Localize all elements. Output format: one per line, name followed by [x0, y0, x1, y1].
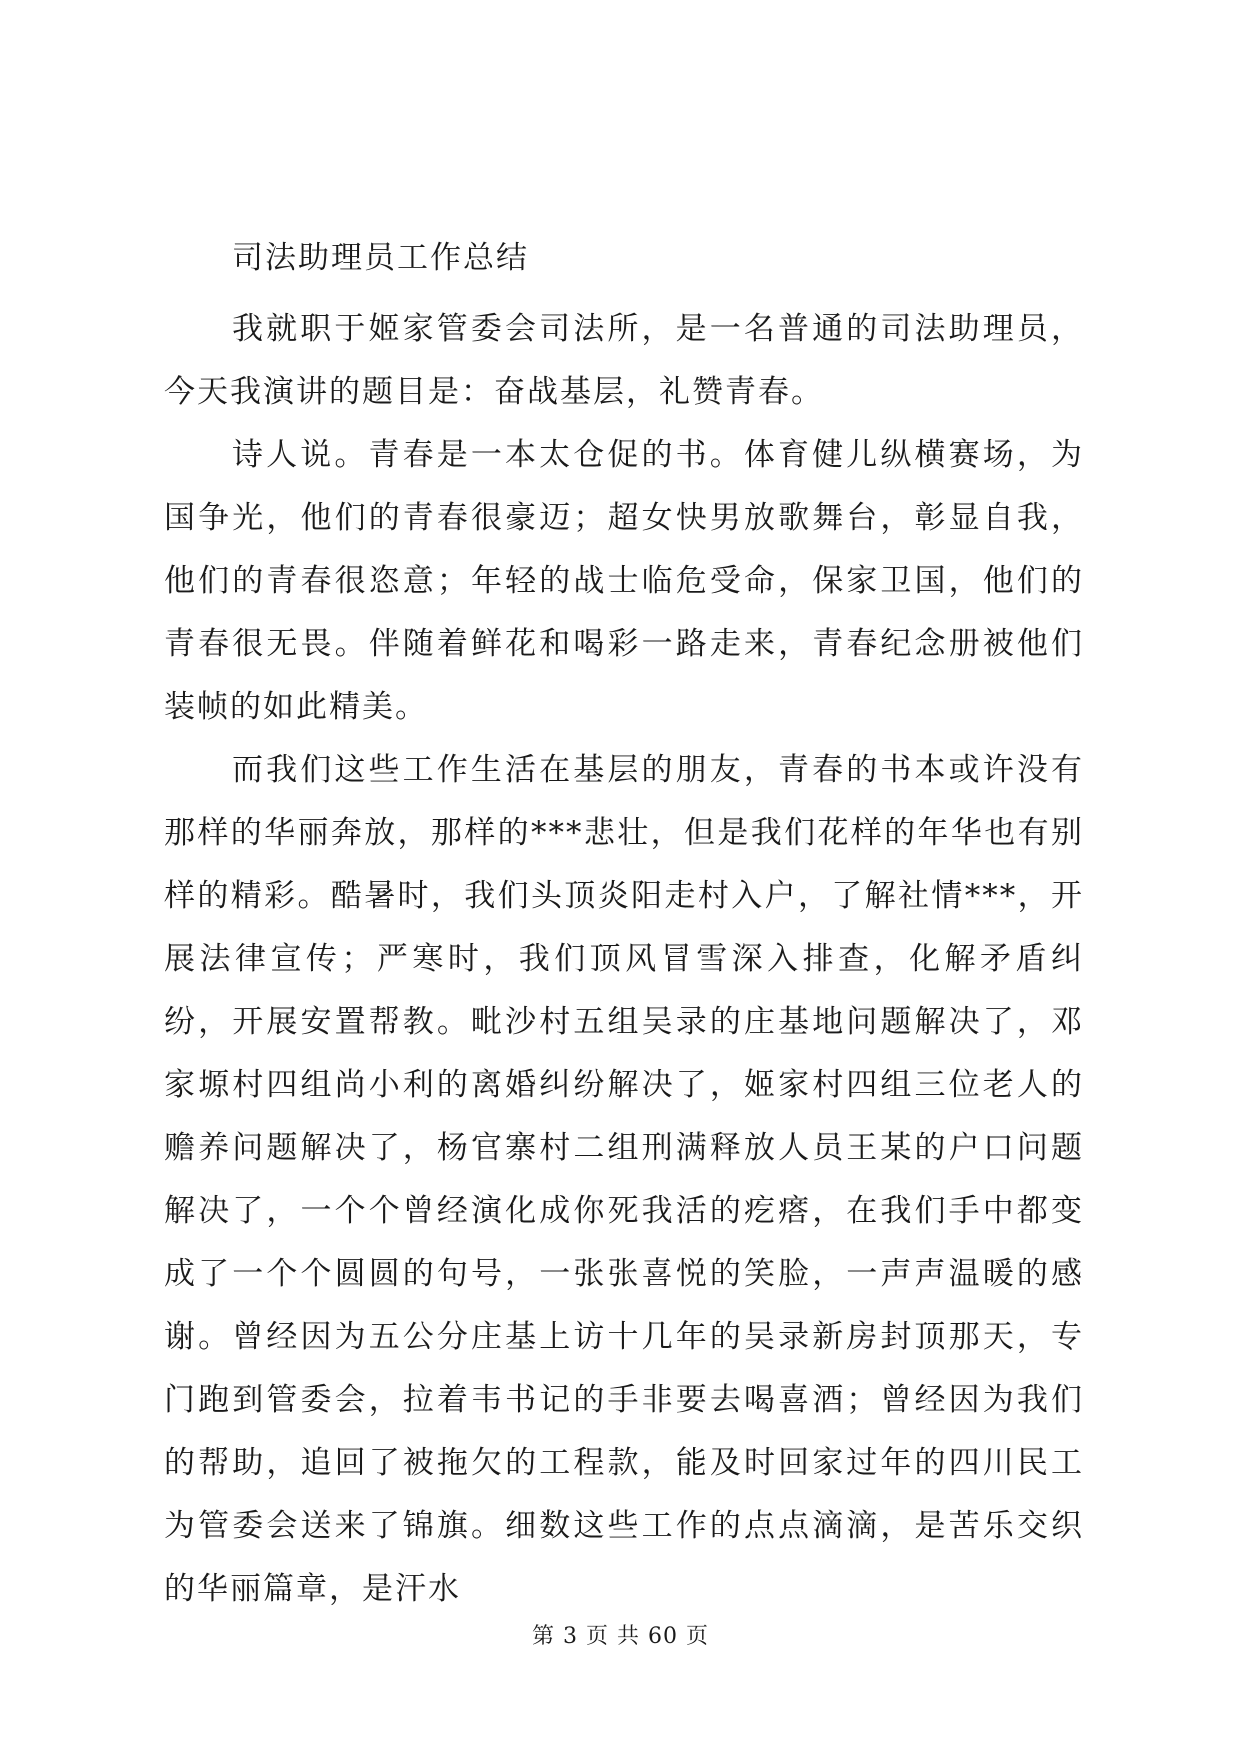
paragraph-3: 而我们这些工作生活在基层的朋友，青春的书本或许没有那样的华丽奔放，那样的***悲壮，但是我们花样的年华也有别样的精彩。酷暑时，我们头顶炎阳走村入户，了解社情***，开展法律宣传；严寒时，我们顶风冒雪深入排查，化解矛盾纠纷，开展安置帮教。毗沙村五组吴录的庄基地问题解决了，邓家塬村四组尚小利的离婚纠纷解决了，姬家村四组三位老人的赡养问题解决了，杨官寨村二组刑满释放人员王某的户口问题解决了，一个个曾经演化成你死我活的疙瘩，在我们手中都变成了一个个圆圆的句号，一张张喜悦的笑脸，一声声温暖的感谢。曾经因为五公分庄基上访十几年的吴录新房封顶那天，专门跑到管委会，拉着韦书记的手非要去喝喜酒；曾经因为我们的帮助，追回了被拖欠的工程款，能及时回家过年的四川民工为管委会送来了锦旗。细数这些工作的点点滴滴，是苦乐交织的华丽篇章，是汗水 — [164, 752, 1084, 1607]
page-footer: 第 3 页 共 60 页 — [532, 1624, 709, 1649]
paragraph-2: 诗人说。青春是一本太仓促的书。体育健儿纵横赛场，为国争光，他们的青春很豪迈；超女快男放歌舞台，彰显自我，他们的青春很恣意；年轻的战士临危受命，保家卫国，他们的青春很无畏。伴随着鲜花和喝彩一路走来，青春纪念册被他们装帧的如此精美。 — [164, 437, 1084, 725]
document-body — [164, 298, 1084, 1621]
paragraph-1: 我就职于姬家管委会司法所，是一名普通的司法助理员，今天我演讲的题目是：奋战基层，礼赞青春。 — [164, 311, 1084, 410]
document-title: 司法助理员工作总结 — [232, 240, 529, 276]
